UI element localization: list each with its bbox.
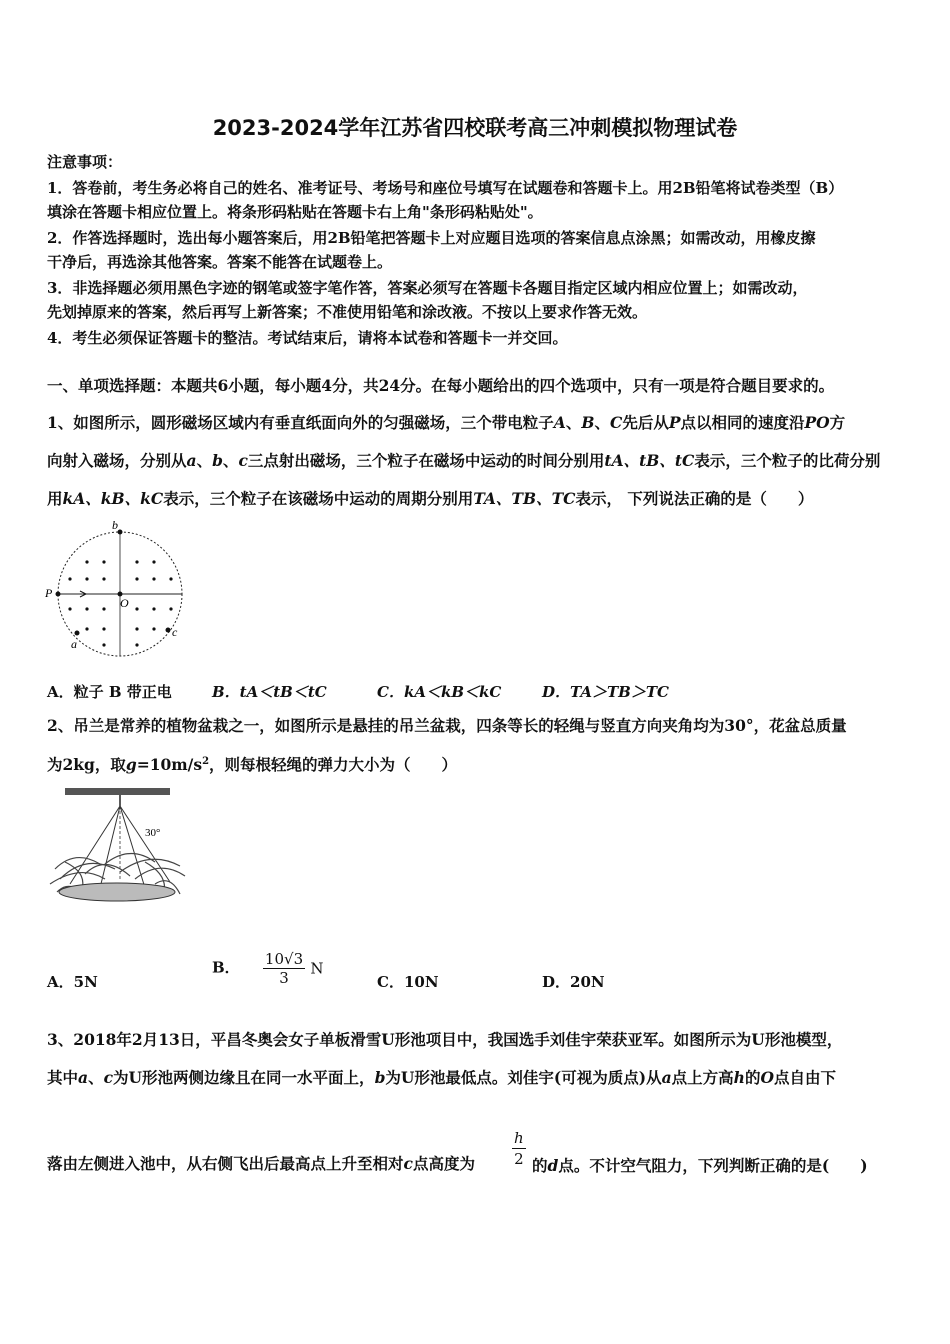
- option-b[interactable]: B．tA＜tB＜tC: [212, 683, 327, 701]
- angle-label: 30°: [145, 827, 161, 839]
- option-c[interactable]: C．10N: [377, 973, 439, 991]
- question-1-line-1: 1、如图所示，圆形磁场区域内有垂直纸面向外的匀强磁场，三个带电粒子A、B、C先后从P点以相同的速度沿PO方: [47, 413, 846, 432]
- notice-line: 填涂在答题卡相应位置上。将条形码粘贴在答题卡右上角"条形码粘贴处"。: [47, 203, 543, 221]
- notice-line: 1．答卷前，考生务必将自己的姓名、准考证号、考场号和座位号填写在试题卷和答题卡上。用2B铅笔将试卷类型（B）: [47, 179, 844, 197]
- option-b[interactable]: B． $\frac{10√3}{3}$ N: [212, 950, 324, 987]
- label-a: a: [71, 637, 77, 651]
- notice-line: 先划掉原来的答案，然后再写上新答案；不准使用铅笔和涂改液。不按以上要求作答无效。: [47, 303, 648, 321]
- option-d[interactable]: D．TA＞TB＞TC: [542, 683, 669, 701]
- section-heading: 一、单项选择题：本题共6小题，每小题4分，共24分。在每小题给出的四个选项中，只有一项是符合题目要求的。: [47, 376, 835, 395]
- option-a[interactable]: A．粒子 B 带正电: [47, 683, 172, 701]
- point-a: [75, 631, 80, 636]
- question-3-line-3: 落由左侧进入池中，从右侧飞出后最高点上升至相对c点高度为: [47, 1154, 475, 1173]
- option-c[interactable]: C．kA＜kB＜kC: [377, 683, 502, 701]
- notice-heading: 注意事项：: [47, 153, 123, 171]
- question-3-line-3-end: 的d点。不计空气阻力，下列判断正确的是( ): [532, 1156, 868, 1175]
- label-p: P: [45, 586, 53, 600]
- label-b: b: [112, 518, 118, 532]
- question-3-line-2: 其中a、c为U形池两侧边缘且在同一水平面上，b为U形池最低点。刘佳宇(可视为质点)从a点上方高h的O点自由下: [47, 1068, 836, 1087]
- option-a[interactable]: A．5N: [47, 973, 98, 991]
- question-1-line-2: 向射入磁场，分别从a、b、c三点射出磁场，三个粒子在磁场中运动的时间分别用tA、tB、tC表示，三个粒子的比荷分别: [47, 451, 881, 470]
- label-c: c: [172, 625, 178, 639]
- point-b: [118, 530, 123, 535]
- flower-pot: [59, 883, 175, 901]
- point-c: [166, 628, 171, 633]
- ceiling-bar: [65, 788, 170, 795]
- label-o: O: [120, 596, 129, 610]
- point-p: [56, 592, 61, 597]
- question-2-line-2: 为2kg，取$g=10m/s^2$，则每根轻绳的弹力大小为（ ）: [47, 755, 458, 775]
- question-2-line-1: 2、吊兰是常养的植物盆栽之一，如图所示是悬挂的吊兰盆栽，四条等长的轻绳与竖直方向夹角均为30°，花盆总质量: [47, 716, 847, 735]
- notice-line: 2．作答选择题时，选出每小题答案后，用2B铅笔把答题卡上对应题目选项的答案信息点涂黑；如需改动，用橡皮擦: [47, 229, 816, 247]
- question-1-line-3: 用kA、kB、kC表示，三个粒子在该磁场中运动的周期分别用TA、TB、TC表示， 下列说法正确的是（ ）: [47, 489, 814, 508]
- page-title: 2023-2024学年江苏省四校联考高三冲刺模拟物理试卷: [212, 116, 738, 140]
- question-3-line-1: 3、2018年2月13日，平昌冬奥会女子单板滑雪U形池项目中，我国选手刘佳宇荣获亚军。如图所示为U形池模型，: [47, 1030, 843, 1049]
- option-d[interactable]: D．20N: [542, 973, 605, 991]
- magnetic-field-figure: [40, 517, 190, 662]
- notice-line: 干净后，再选涂其他答案。答案不能答在试题卷上。: [47, 253, 393, 271]
- hanging-plant-figure: [45, 784, 190, 909]
- notice-line: 4．考生必须保证答题卡的整洁。考试结束后，请将本试卷和答题卡一并交回。: [47, 329, 568, 347]
- notice-line: 3．非选择题必须用黑色字迹的钢笔或签字笔作答，答案必须写在答题卡各题目指定区域内相应位置上；如需改动，: [47, 279, 808, 297]
- fraction-h-over-2: $\frac{h}{2}$: [514, 1129, 524, 1168]
